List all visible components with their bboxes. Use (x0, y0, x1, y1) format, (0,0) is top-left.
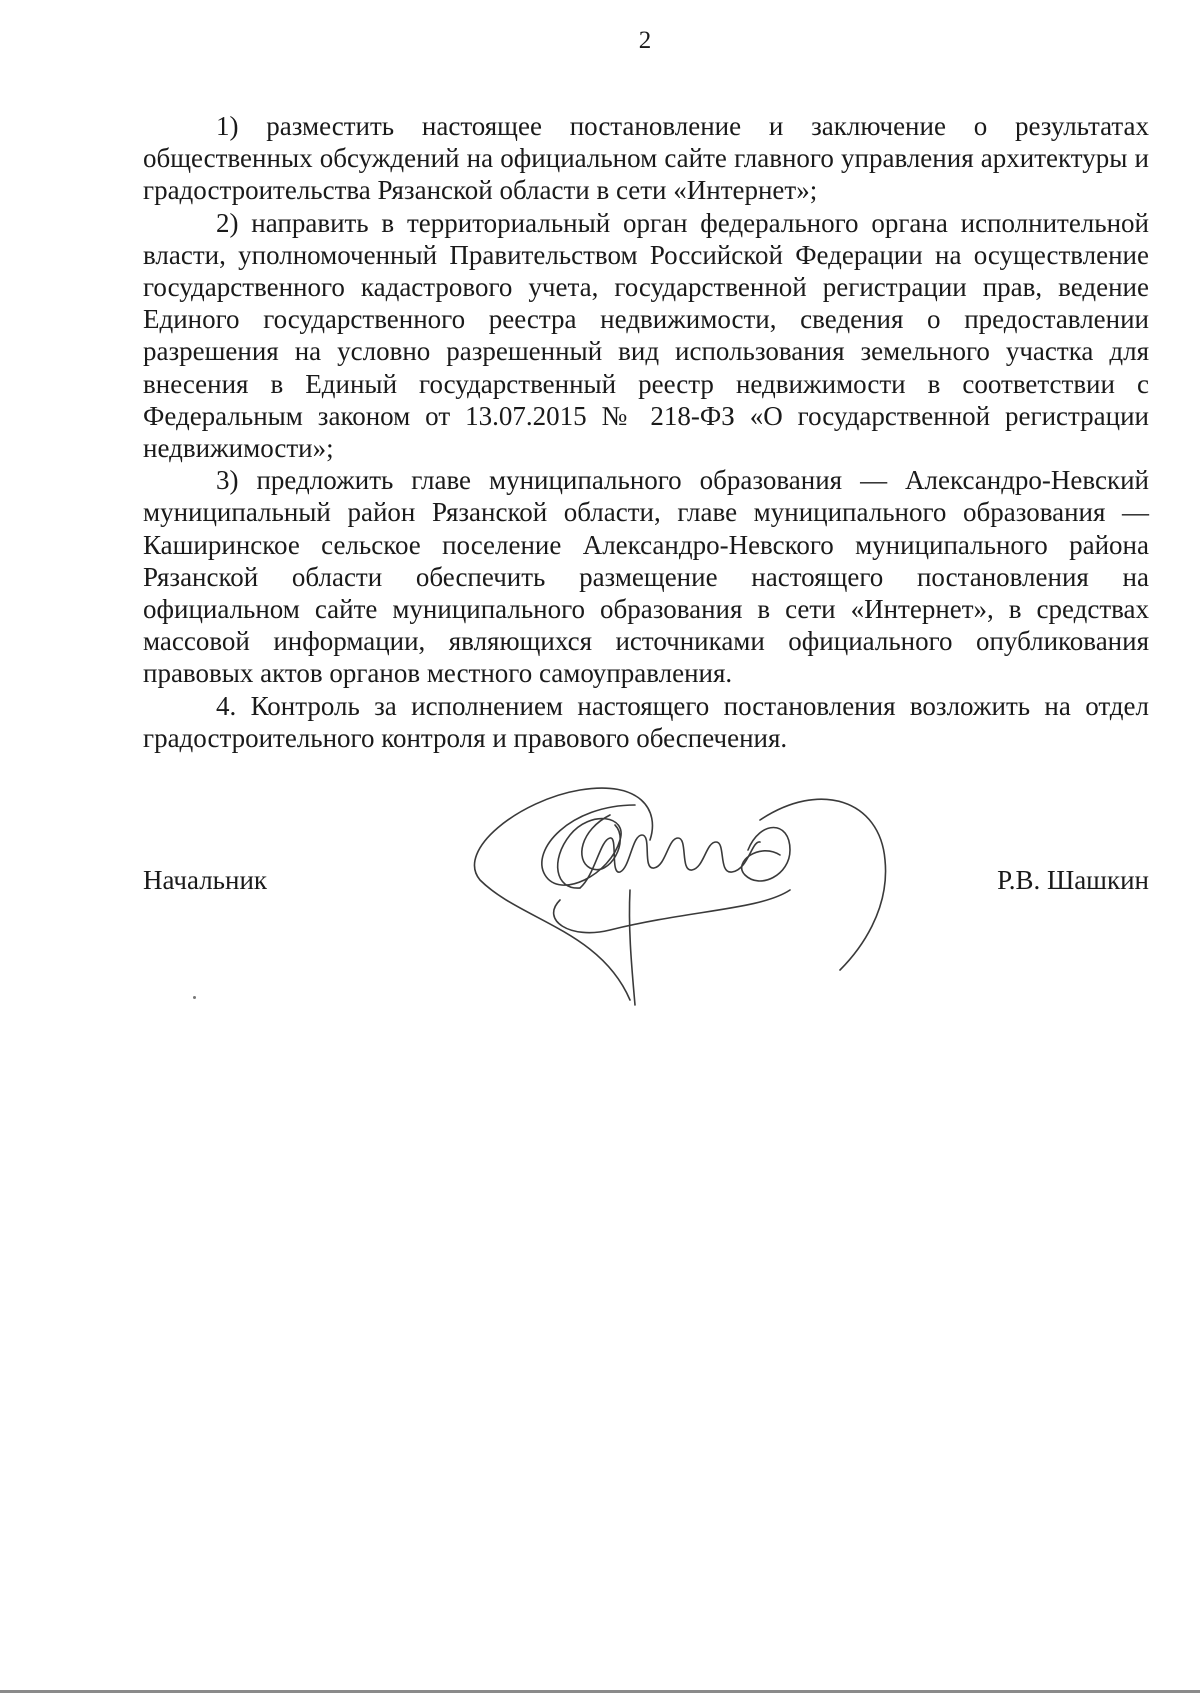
signatory-name: Р.В. Шашкин (997, 865, 1149, 895)
page-number: 2 (638, 27, 652, 54)
paragraph-4: 4. Контроль за исполнением настоящего постановления возложить на отдел градостроительного контроля и правового обеспечения. (143, 690, 1149, 753)
paragraph-1: 1) разместить настоящее постановление и заключение о результатах общественных обсуждений на официальном сайте главного управления архитектуры и градостроительства Рязанской области в сети «Интернет»; (143, 111, 1149, 206)
scan-speck (193, 996, 196, 999)
signatory-title: Начальник (143, 865, 268, 895)
handwritten-signature (460, 780, 920, 1010)
paragraph-2: 2) направить в территориальный орган федерального органа исполнительной власти, уполномоченный Правительством Российской Федерации на осуществление государственного кадастрового учета, государственной регистрации прав, ведение Единого государственного реестра недвижимости, сведения о предоставлении разрешения на условно разрешенный вид использования земельного участка для внесения в Единый государственный реестр недвижимости в соответствии с Федеральным законом от 13.07.2015 № 218-ФЗ «О государственной регистрации недвижимости»; (143, 207, 1149, 464)
document-body (143, 110, 1149, 754)
scan-bottom-edge (0, 1690, 1200, 1693)
paragraph-3: 3) предложить главе муниципального образования — Александро-Невский муниципальный район Рязанской области, главе муниципального образования — Каширинское сельское поселение Александро-Невского муниципального района Рязанской области обеспечить размещение настоящего постановления на официальном сайте муниципального образования в сети «Интернет», в средствах массовой информации, являющихся источниками официального опубликования правовых актов органов местного самоуправления. (143, 465, 1149, 689)
